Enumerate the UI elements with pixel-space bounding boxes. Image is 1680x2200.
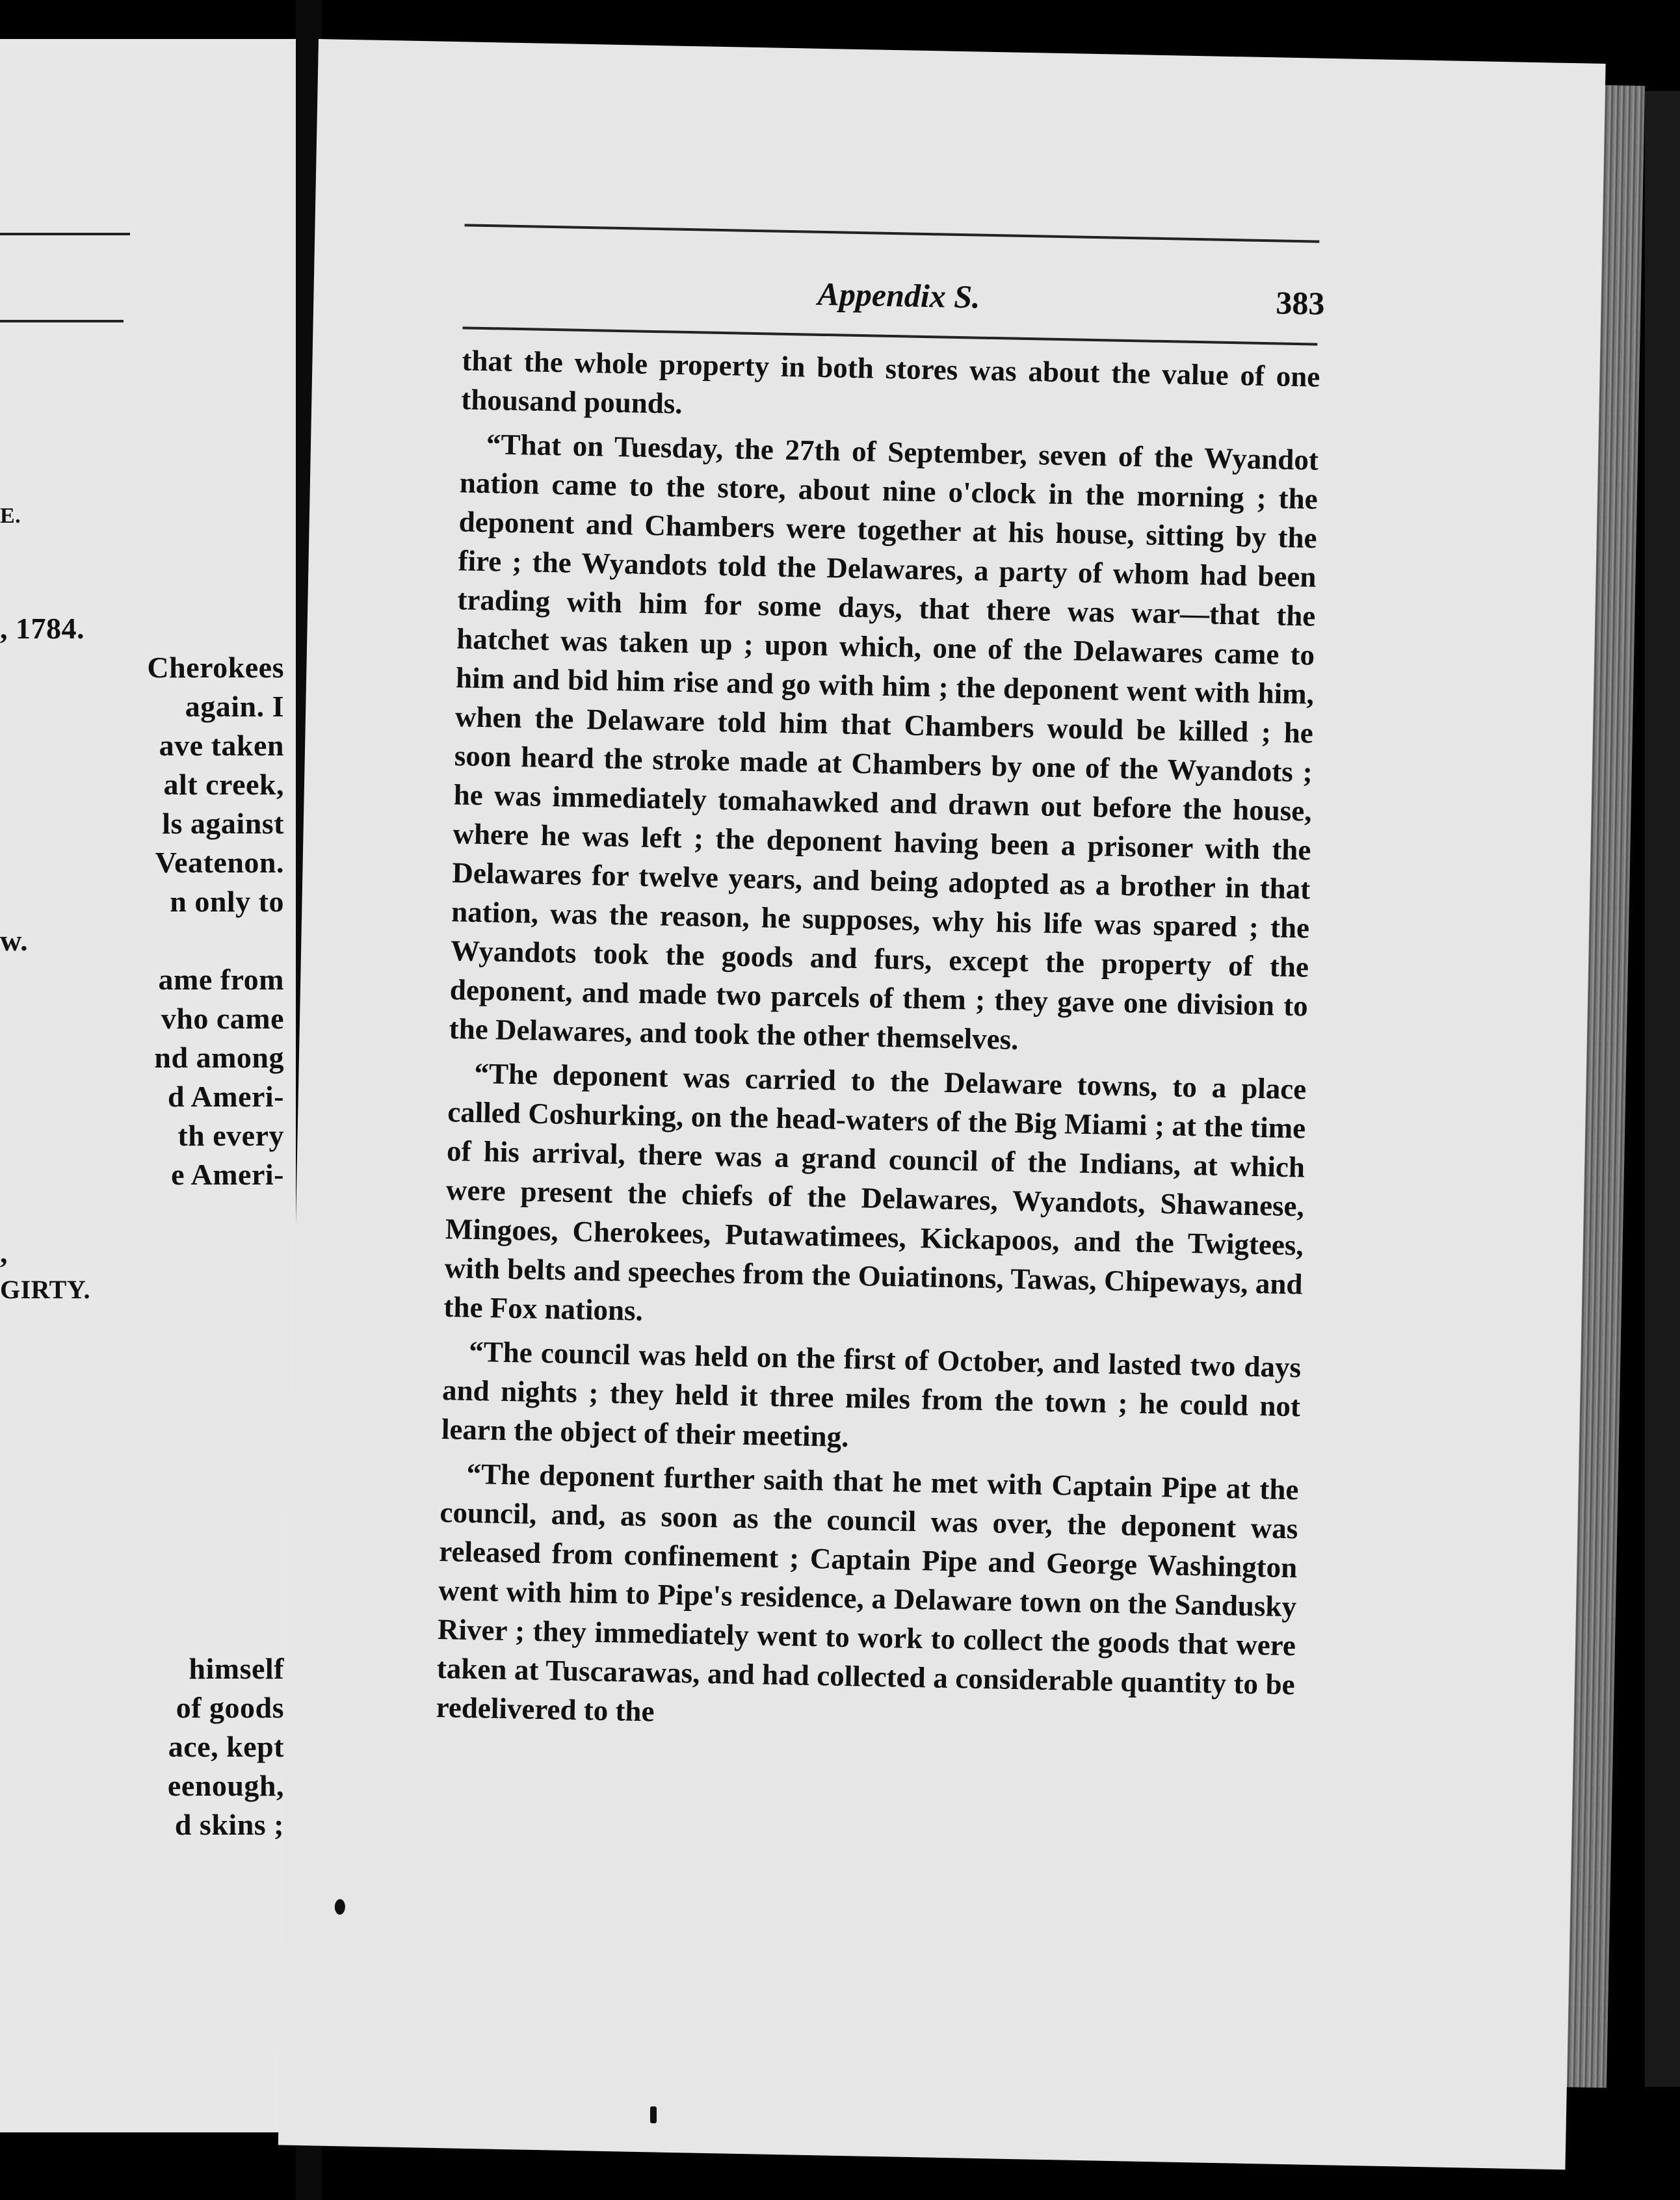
ink-speck [335,1899,345,1915]
left-page-line: n only to [170,885,284,918]
left-page-line: ame from [158,963,284,996]
left-page-line: ave taken [159,729,284,762]
left-page-line: d skins ; [174,1808,284,1841]
left-page-line: eenough, [167,1769,284,1802]
running-title: Appendix S. [817,275,981,315]
left-page-line: Cherokees [147,651,284,684]
paragraph: that the whole property in both stores was about the value of one thousand pounds. [460,344,1320,420]
header-rule-top [465,224,1320,242]
left-page-line: E. [0,504,21,528]
paragraph: “That on Tuesday, the 27th of September, seven of the Wyandot nation came to the store, about nine o'clock in the morning ; the deponent and Chambers were together at his house, sitting by the fire ; the Wyandots told the Delawares, a party of whom had been trading with him for some days, that there was war—that the hatchet was taken up ; upon which, one of the Delawares came to him and bid him rise and go with him ; the deponent went with him, when the Delaware told him that Chambers would be killed ; he soon heard the stroke made at Chambers by one of the Wyandots ; he was immediately tomahawked and drawn out before the house, where he was left ; the deponent having been a prisoner with the Delawares for twelve years, and being adopted as a brother in that nation, was the reason, he supposes, why his life was spared ; the Wyandots took the goods and furs, except the property of the deponent, and made two parcels of them ; they gave one division to the Delawares, and took the other themselves. [449,428,1319,1056]
paragraph: “The deponent was carried to the Delaware towns, to a place called Coshurking, on the head-waters of the Big Miami ; at the time of his arrival, there was a grand council of the Indians, at which were present the chiefs of the Delawares, Wyandots, Shawanese, Mingoes, Cherokees, Putawatimees, Kickapoos, and the Twigtees, with belts and speeches from the Ouiatinons, Tawas, Chipeways, and the Fox nations. [443,1056,1307,1327]
page-number: 383 [1275,284,1326,322]
left-page-signature: GIRTY. [0,1275,91,1304]
left-page-line: , [0,1236,8,1269]
left-page-line: , 1784. [0,612,85,645]
left-page-line: himself [189,1652,284,1685]
left-page-line: vho came [161,1002,284,1035]
body-text [436,341,1320,1748]
left-page-rule [0,320,124,322]
left-page-line: w. [0,924,29,957]
left-page-fragment [0,39,298,2132]
left-page-line: d Ameri- [167,1080,284,1113]
left-page-rule [0,233,130,235]
left-page-line: ace, kept [168,1730,284,1763]
left-page-line: ls against [162,807,284,840]
left-page-line: nd among [154,1041,284,1074]
right-page [278,39,1606,2169]
left-page-line: th every [177,1119,284,1152]
left-page-line: Veatenon. [155,846,284,879]
left-page-line: alt creek, [163,768,284,801]
page-edge-shadow [1645,91,1680,2087]
paragraph: “The council was held on the first of October, and lasted two days and nights ; they held it three miles from the town ; he could not learn the object of their meeting. [441,1335,1302,1454]
left-page-line: of goods [176,1691,284,1724]
running-head [314,265,1601,322]
paragraph: “The deponent further saith that he met with Captain Pipe at the council, and, as soon as the council was over, the deponent was released from confinement ; Captain Pipe and George Washington went with him to Pipe's residence, a Delaware town on the Sandusky River ; they immediately went to work to collect the goods that were taken at Tuscarawas, and had collected a considerable quantity to be redelivered to the [436,1457,1299,1728]
ink-speck [650,2106,657,2123]
left-page-line: e Ameri- [171,1158,284,1191]
left-page-line: again. I [185,690,284,723]
